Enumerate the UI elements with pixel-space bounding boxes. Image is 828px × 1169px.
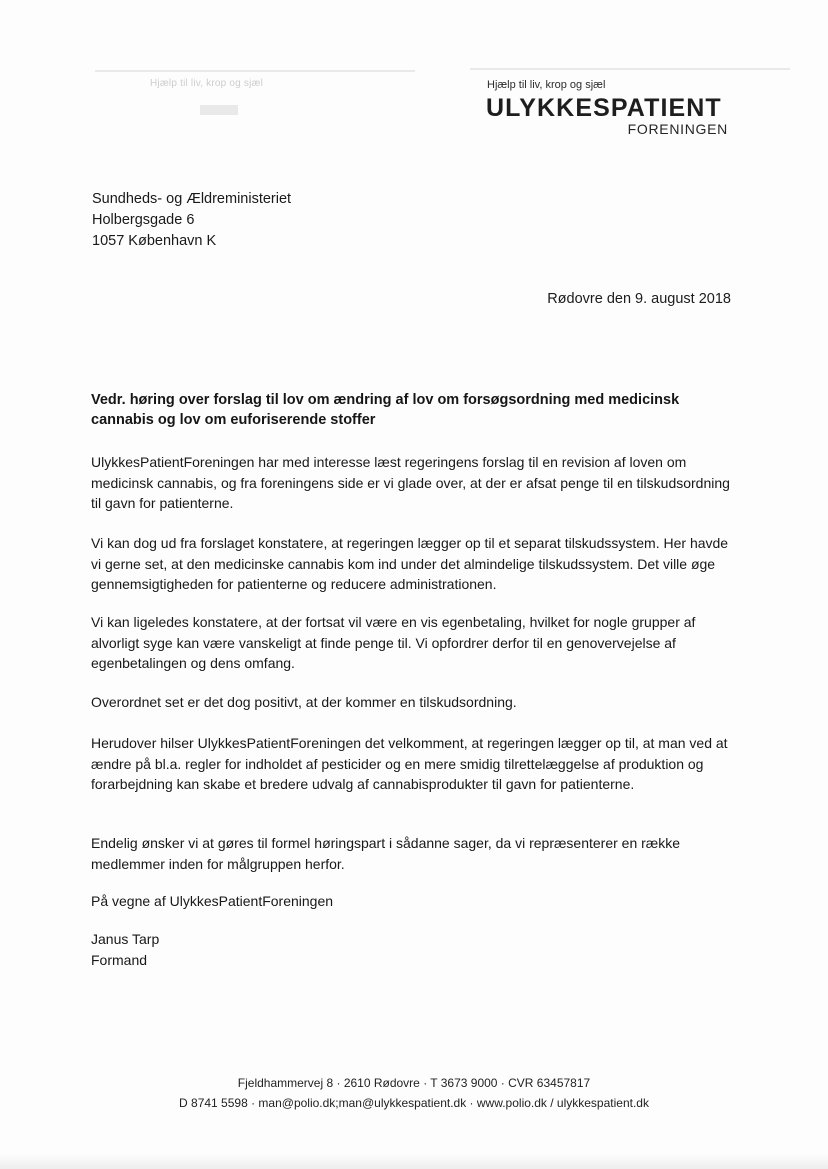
signatory-title: Formand [91,951,148,968]
recipient-street: Holbergsgade 6 [92,212,195,228]
footer-address-line: Fjeldhammervej 8 · 2610 Rødovre · T 3673 9000 · CVR 63457817 [237,1076,591,1090]
logo-sub-wordmark: FORENINGEN [627,121,728,137]
logo-tagline: Hjælp til liv, krop og sjæl [487,79,606,91]
signature-block [91,929,159,970]
scan-ghost-line [470,68,790,70]
body-paragraph: UlykkesPatientForeningen har med interesse læst regeringens forslag til en revision af loven om medicinsk cannabis, og fra foreningens side er vi glade over, at der er afsat penge til en tilskudsordning til gavn for patienterne. [91,454,730,511]
signatory-name: Janus Tarp [91,931,160,947]
closing-line: På vegne af UlykkesPatientForeningen [91,893,334,909]
body-paragraph: Herudover hilser UlykkesPatientForeningen det velkomment, at regeringen lægger op til, at man ved at ændre på bl.a. regler for indholdet af pesticider og en mere smidig tilrettelæggelse af produktion og forarbejdning kan skabe et bredere udvalg af cannabisprodukter til gavn for patienterne. [91,735,728,792]
organization-logo [481,79,746,141]
footer-contact-line: D 8741 5598 · man@polio.dk;man@ulykkespatient.dk · www.polio.dk / ulykkespatient.dk [179,1096,649,1110]
letter-subject: Vedr. høring over forslag til lov om ændring af lov om forsøgsordning med medicinsk cannabis og lov om euforiserende stoffer [91,392,680,428]
recipient-city: 1057 København K [92,233,217,249]
body-paragraph: Overordnet set er det dog positivt, at der kommer en tilskudsordning. [91,694,517,710]
scan-ghost-text: Hjælp til liv, krop og sjæl [150,78,264,89]
recipient-name: Sundheds- og Ældreministeriet [92,191,292,207]
logo-wordmark: ULYKKESPATIENT [486,94,722,122]
scan-ghost-line [200,105,238,115]
letter-footer [128,1073,700,1113]
body-paragraph: Vi kan ligeledes konstatere, at der fortsat vil være en vis egenbetaling, hvilket for nogle grupper af alvorligt syge kan være vanskeligt at finde penge til. Vi opfordrer derfor til en genovervejelse af egenbetalingen og dens omfang. [91,614,696,671]
body-paragraph: Vi kan dog ud fra forslaget konstatere, at regeringen lægger op til et separat tilskudssystem. Her havde vi gerne set, at den medicinske cannabis kom ind under det almindelige tilskudssystem. Det ville øge gennemsigtigheden for patienterne og reducere administrationen. [91,535,729,592]
recipient-address [92,189,291,252]
scan-bottom-edge [0,1154,828,1169]
letter-date: Rødovre den 9. august 2018 [547,291,731,307]
body-paragraph: Endelig ønsker vi at gøres til formel høringspart i sådanne sager, da vi repræsenterer en række medlemmer inden for målgruppen herfor. [91,835,681,872]
scan-ghost-line [95,70,415,72]
